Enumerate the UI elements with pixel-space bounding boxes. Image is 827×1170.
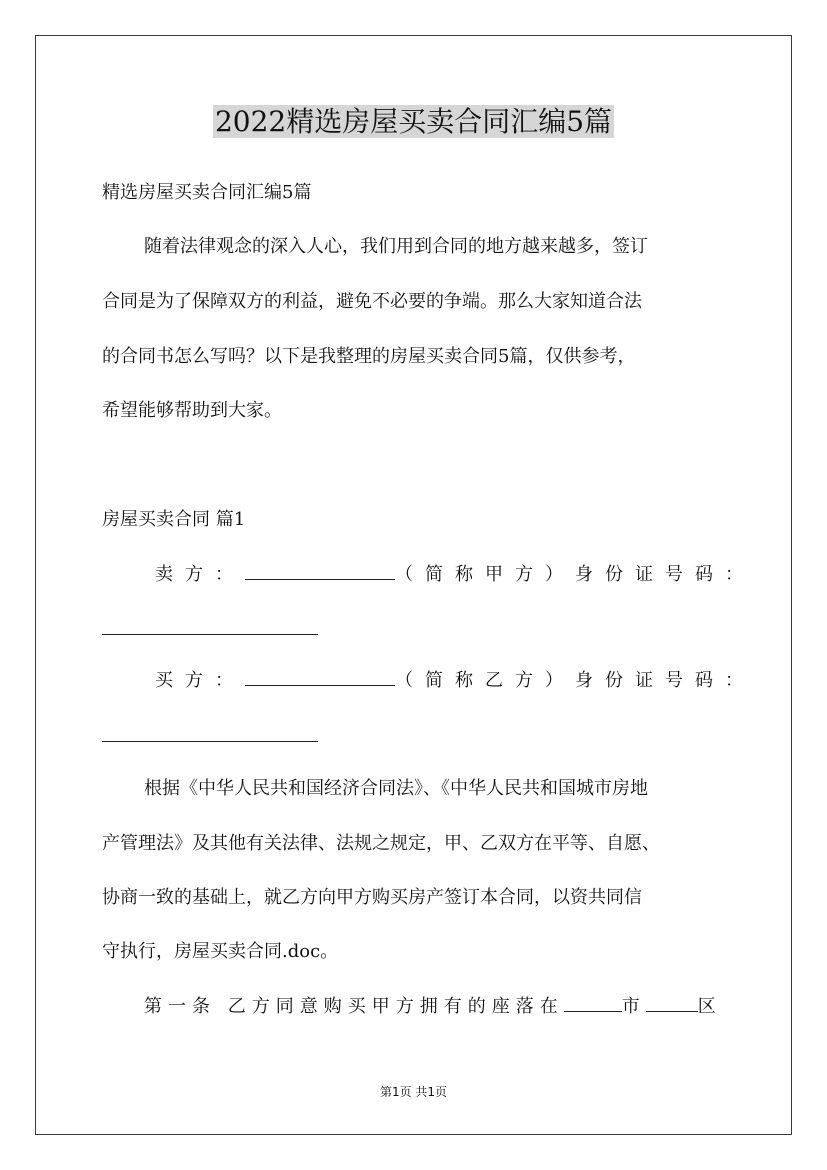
intro-line: 希望能够帮助到大家。 <box>102 400 282 421</box>
body-line: 守执行，房屋买卖合同.doc。 <box>102 941 339 962</box>
article-one-district: 区 <box>697 996 722 1017</box>
body-line: 根据《中华人民共和国经济合同法》、《中华人民共和国城市房地 <box>144 778 648 799</box>
body-line: 产管理法》及其他有关法律、法规之规定，甲、乙双方在平等、自愿、 <box>102 833 660 854</box>
buyer-id-blank[interactable] <box>102 741 318 742</box>
seller-id-blank[interactable] <box>102 634 318 635</box>
intro-line: 随着法律观念的深入人心，我们用到合同的地方越来越多，签订 <box>144 236 648 257</box>
buyer-abbr: （简称乙方） <box>395 670 575 691</box>
intro-line: 的合同书怎么写吗？以下是我整理的房屋买卖合同5篇，仅供参考， <box>102 346 636 367</box>
buyer-field <box>155 667 575 694</box>
seller-name-blank[interactable] <box>245 561 395 580</box>
body-line: 协商一致的基础上，就乙方向甲方购买房产签订本合同，以资共同信 <box>102 887 642 908</box>
article-one-prefix: 第一条 乙方同意购买甲方拥有的座落在 <box>144 996 564 1017</box>
city-blank[interactable] <box>564 993 622 1012</box>
seller-id-label: 身份证号码： <box>575 564 755 585</box>
article-one-city: 市 <box>621 996 646 1017</box>
seller-label: 卖方： <box>155 564 245 585</box>
buyer-id-label: 身份证号码： <box>575 670 755 691</box>
seller-field <box>155 561 575 588</box>
district-blank[interactable] <box>646 993 698 1012</box>
buyer-name-blank[interactable] <box>245 667 395 686</box>
document-subtitle: 精选房屋买卖合同汇编5篇 <box>102 182 312 203</box>
section-heading: 房屋买卖合同 篇1 <box>102 509 246 530</box>
document-title <box>0 100 827 144</box>
seller-row <box>155 561 755 588</box>
intro-line: 合同是为了保障双方的利益，避免不必要的争端。那么大家知道合法 <box>102 291 642 312</box>
buyer-row <box>155 667 755 694</box>
page-footer: 第1页 共1页 <box>379 1085 448 1099</box>
article-one <box>144 993 722 1020</box>
seller-abbr: （简称甲方） <box>395 564 575 585</box>
buyer-label: 买方： <box>155 670 245 691</box>
document-title-text: 2022精选房屋买卖合同汇编5篇 <box>214 105 613 138</box>
